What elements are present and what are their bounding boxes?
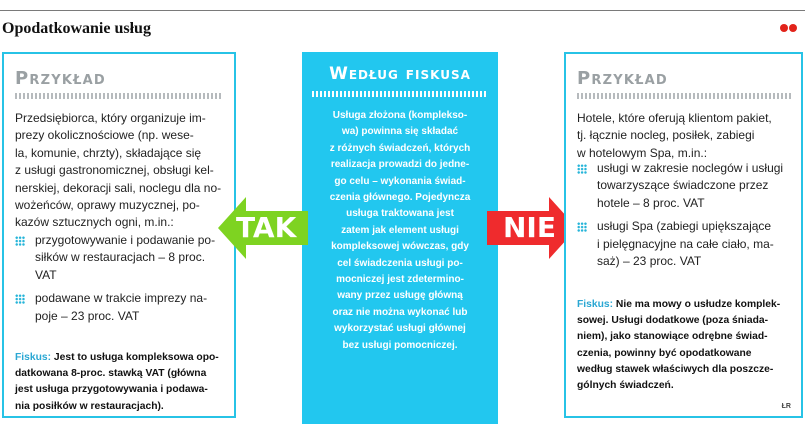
right-example-panel: [564, 52, 803, 418]
heading-divider: [312, 91, 488, 97]
publisher-logo: [780, 24, 797, 32]
author-credit: ŁR: [781, 403, 791, 410]
center-panel-body: Usługa złożona (komplekso- wa) powinna się składać z różnych świadczeń, których realizacja prowadzi do jedne- go celu – wykonania świad- czenia głównego. Pojedyncza usługa traktowana jest zatem jak element usługi kompleksowej wówczas, gdy cel świadczenia usługi po- mocniczej jest zdetermino- wany przez usługę główną oraz nie można wykonać lub wykorzystać usługi głównej bez usługi pomocniczej.: [329, 110, 471, 351]
list-item: [15, 290, 215, 325]
dotted-bullet-icon: [15, 236, 25, 246]
dotted-bullet-icon: [15, 294, 25, 304]
heading-divider: [577, 93, 791, 99]
left-panel-intro: Przedsiębiorca, który organizuje im- prezy okolicznościowe (np. wese- la, komunie, chrzty), składające się z usługi gastronomicznej, obsługi kel- nerskiej, dekoracji sali, noclegu dla no- wożeńców, oprawy muzycznej, po- kazów sztucznych ogni, m.in.:: [15, 111, 222, 230]
bullet-text: przygotowywanie i podawanie po- siłków w restauracjach – 8 proc. VAT: [35, 233, 216, 282]
left-example-panel: [2, 52, 236, 418]
top-divider: [0, 10, 805, 11]
bullet-text: usługi Spa (zabiegi upiększające i pielęgnacyjne na całe ciało, ma- saż) – 23 proc. VAT: [597, 219, 774, 269]
heading-divider: [15, 93, 223, 99]
right-fiskus-note: [577, 297, 780, 394]
page-title: Opodatkowanie usług: [2, 20, 151, 37]
fiskus-label: Fiskus:: [577, 299, 614, 310]
tak-label: TAK: [236, 211, 297, 244]
list-item: [15, 232, 215, 284]
fiskus-text: Nie ma mowy o usłudze komplek- sowej. Usługi dodatkowe (poza śniada- niem), jako stanowiące odrębne świad- czenia, powinny być opodatkowane według stawek właściwych dla poszcze- gólnych świadczeń.: [577, 299, 781, 392]
list-item: [577, 160, 783, 212]
logo-mark-icon: [789, 24, 797, 32]
right-panel-intro: Hotele, które oferują klientom pakiet, tj. łącznie nocleg, posiłek, zabiegi w hotelowym Spa, m.in.:: [577, 111, 772, 160]
tax-authority-panel: [302, 52, 498, 424]
left-panel-heading: Przykład: [15, 68, 106, 89]
dotted-bullet-icon: [577, 222, 587, 232]
right-bullet-list: [577, 160, 783, 276]
logo-mark-icon: [780, 24, 788, 32]
tak-arrow: [218, 197, 308, 259]
nie-label: NIE: [503, 211, 556, 244]
left-fiskus-note: [15, 350, 219, 415]
dotted-bullet-icon: [577, 164, 587, 174]
center-panel-heading: Według fiskusa: [329, 64, 471, 84]
list-item: [577, 218, 783, 270]
left-bullet-list: [15, 232, 215, 331]
right-panel-heading: Przykład: [577, 68, 668, 89]
bullet-text: usługi w zakresie noclegów i usługi towarzyszące świadczone przez hotele – 8 proc. VAT: [597, 161, 784, 210]
fiskus-text: Jest to usługa kompleksowa opo- datkowana 8-proc. stawką VAT (główna jest usługa przygotowywania i podawa- nia posiłków w restauracjach).: [15, 352, 219, 412]
bullet-text: podawane w trakcie imprezy na- poje – 23 proc. VAT: [35, 291, 208, 323]
fiskus-label: Fiskus:: [15, 352, 52, 363]
